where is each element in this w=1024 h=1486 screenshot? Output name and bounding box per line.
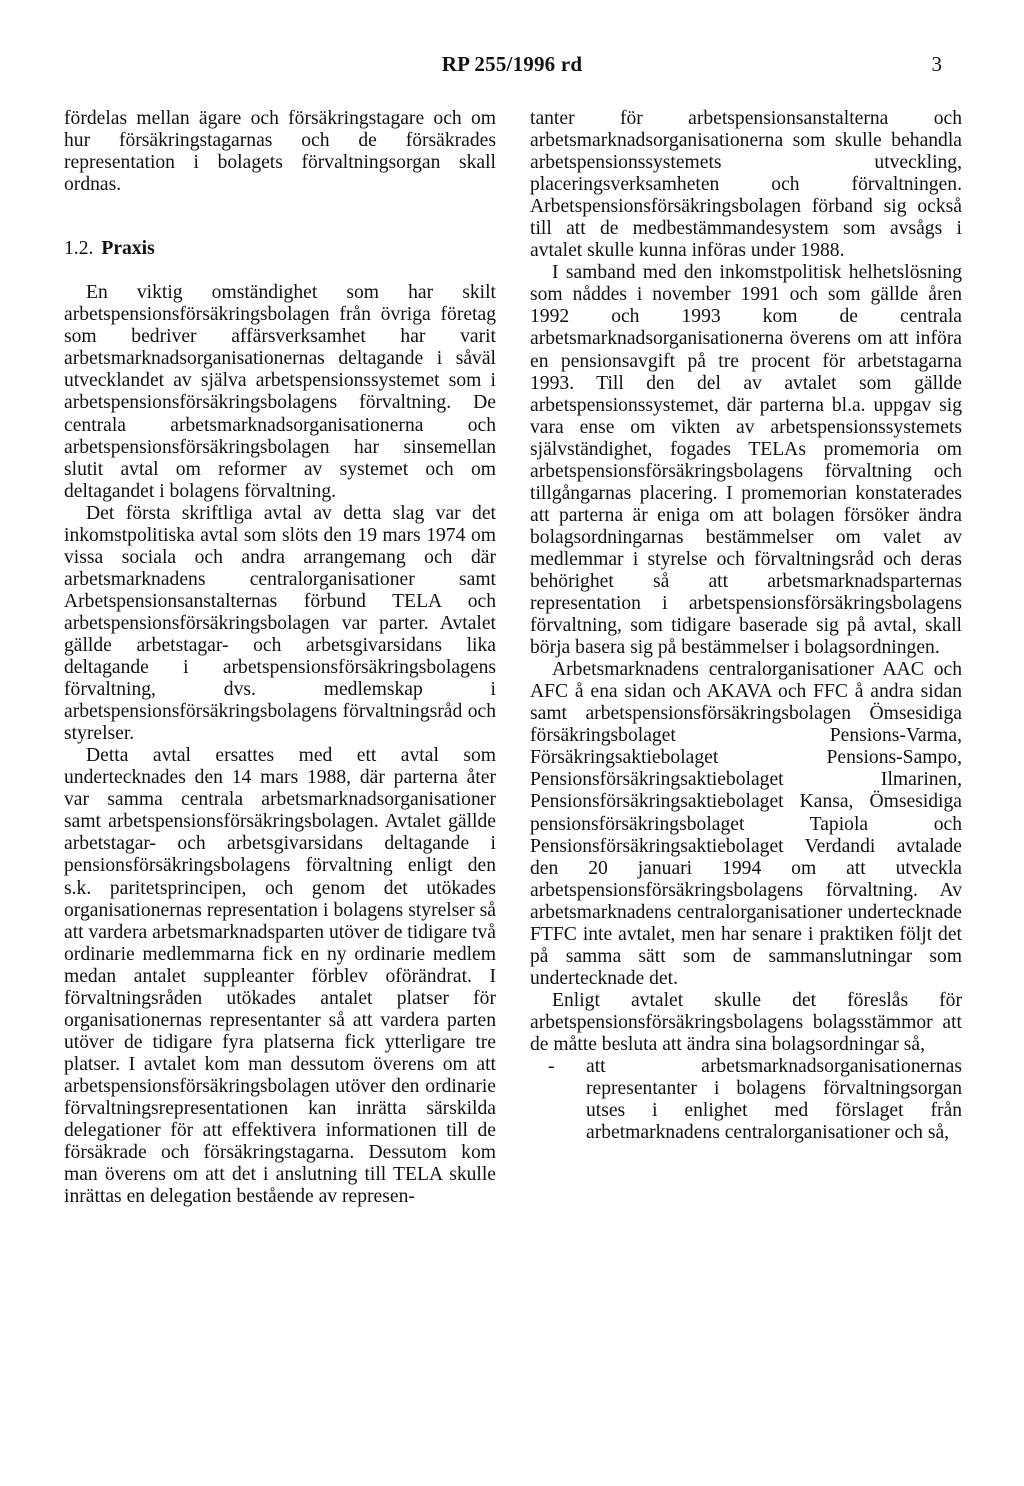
paragraph: I samband med den inkomstpolitisk helhetslösning som nåddes i november 1991 och som gällde åren 1992 och 1993 kom de centrala arbetsmarknadsorganisationerna överens om att införa en pensionsavgift på tre procent för arbetstagarna 1993. Till den del av avtalet som gällde arbetspensionssystemet, där parterna bl.a. uppgav sig vara ense om vikten av arbetspensionssystemets självständighet, fogades TELAs promemoria om arbetspensionsförsäkringsbolagens förvaltning och tillgångarnas placering. I promemorian konstaterades att parterna är eniga om att bolagen försöker ändra bolagsordningarnas bestämmelser om valet av medlemmar i styrelse och förvaltningsråd och deras behörighet så att arbetsmarknadsparternas representation i arbetspensionsförsäkringsbolagens förvaltning, som tidigare baserade sig på avtal, skall börja basera sig på bestämmelser i bolagsordningen. — [530, 262, 962, 659]
section-title: Praxis — [101, 238, 155, 260]
paragraph: Arbetsmarknadens centralorganisationer AAC och AFC å ena sidan och AKAVA och FFC å andra sidan samt arbetspensionsförsäkringsbolagen Ömsesidiga försäkringsbolaget Pensions-Varma, Försäkringsaktiebolaget Pensions-Sampo, Pensionsförsäkringsaktiebolaget Ilmarinen, Pensionsförsäkringsaktiebolaget Kansa, Ömsesidiga pensionsförsäkringsbolaget Tapiola och Pensionsförsäkringsaktiebolaget Verdandi avtalade den 20 januari 1994 om att utveckla arbetspensionsförsäkringsbolagens förvaltning. Av arbetsmarknadens centralorganisationer undertecknade FTFC inte avtalet, men har senare i praktiken följt det på samma sätt som de sammanslutningar som undertecknade det. — [530, 659, 962, 989]
continued-paragraph: tanter för arbetspensionsanstalterna och arbetsmarknadsorganisationerna som skulle behandla arbetspensionssystemets utveckling, placeringsverksamheten och förvaltningen. Arbetspensionsförsäkringsbolagen förband sig också till att de medbestämmandesystem som avsågs i avtalet skulle kunna införas under 1988. — [530, 108, 962, 262]
section-number: 1.2. — [64, 238, 94, 260]
paragraph: Det första skriftliga avtal av detta slag var det inkomstpolitiska avtal som slöts den 19 mars 1974 om vissa sociala och andra arrangemang och där arbetsmarknadens centralorganisationer samt Arbetspensionsanstalternas förbund TELA och arbetspensionsförsäkringsbolagen var parter. Avtalet gällde arbetstagar- och arbetsgivarsidans lika deltagande i arbetspensionsförsäkringsbolagens förvaltning, dvs. medlemskap i arbetspensionsförsäkringsbolagens förvaltningsråd och styrelser. — [64, 502, 496, 745]
list-marker: - — [548, 1056, 555, 1078]
paragraph: Detta avtal ersattes med ett avtal som undertecknades den 14 mars 1988, där parterna åter var samma centrala arbetsmarknadsorganisationer samt arbetspensionsförsäkringsbolagen. Avtalet gällde arbetstagar- och arbetsgivarsidans deltagande i pensionsförsäkringsbolagens förvaltning enligt den s.k. paritetsprincipen, och genom det utökades organisationernas representation i bolagens styrelser så att vardera arbetsmarknadsparten utöver de tidigare två ordinarie medlemmarna fick en ny ordinarie medlem medan antalet suppleanter förblev oförändrat. I förvaltningsråden utökades antalet platser för organisationernas representanter så att vardera parten utöver de tidigare fyra platserna fick ytterligare tre platser. I avtalet kom man dessutom överens om att arbetspensionsförsäkringsbolagen utöver den ordinarie förvaltningsrepresentationen kan inrätta särskilda delegationer för att effektivera informationen till de försäkrade och försäkringstagarna. Dessutom kom man överens om att det i anslutning till TELA skulle inrättas en delegation bestående av represen- — [64, 745, 496, 1208]
paragraph: Enligt avtalet skulle det föreslås för arbetspensionsförsäkringsbolagens bolagsstämmor att de måtte besluta att ändra sina bolagsordningar så, — [530, 989, 962, 1055]
page-header — [0, 52, 1024, 82]
left-column — [64, 108, 496, 1208]
document-reference: RP 255/1996 rd — [441, 52, 583, 76]
page-number: 3 — [931, 52, 942, 76]
paragraph: En viktig omständighet som har skilt arbetspensionsförsäkringsbolagen från övriga företag som bedriver affärsverksamhet har varit arbetsmarknadsorganisationernas deltagande i såväl utvecklandet av själva arbetspensionssystemet som i arbetspensionsförsäkringsbolagens förvaltning. De centrala arbetsmarknadsorganisationerna och arbetspensionsförsäkringsbolagen har sinsemellan slutit avtal om reformer av systemet och om deltagandet i bolagens förvaltning. — [64, 282, 496, 502]
section-heading — [64, 238, 496, 260]
right-column — [530, 108, 962, 1144]
list-item — [530, 1056, 962, 1144]
list-item-text: att arbetsmarknadsorganisationernas representanter i bolagens förvaltningsorgan utses i enlighet med förslaget från arbetmarknadens centralorganisationer och så, — [586, 1056, 962, 1144]
intro-paragraph: fördelas mellan ägare och försäkringstagare och om hur försäkringstagarnas och de försäkrades representation i bolagets förvaltningsorgan skall ordnas. — [64, 108, 496, 196]
